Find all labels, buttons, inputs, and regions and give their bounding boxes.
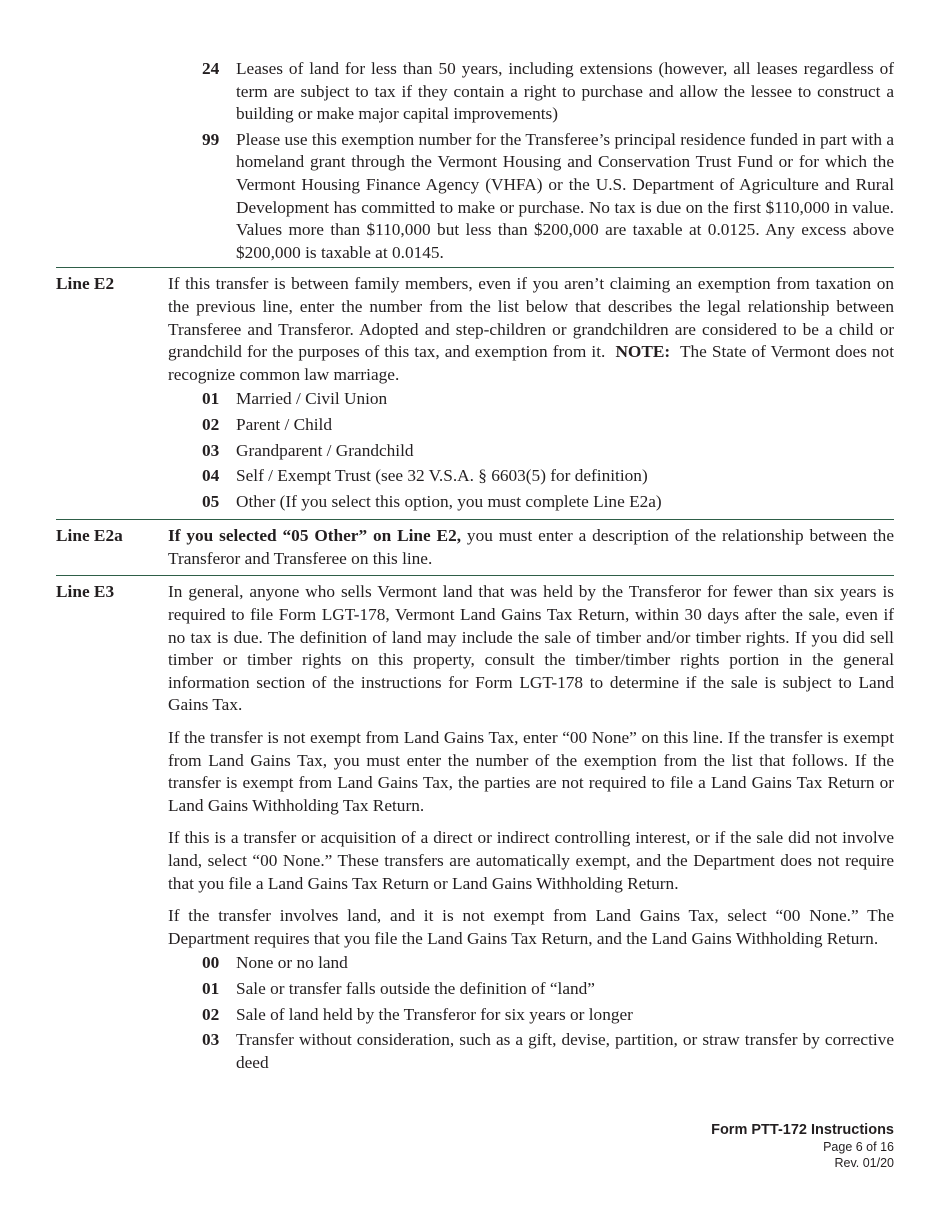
paragraph — [168, 273, 894, 386]
item-number: 02 — [202, 414, 220, 434]
list-item — [202, 491, 894, 514]
form-title: Form PTT-172 Instructions — [711, 1122, 894, 1138]
item-number: 05 — [202, 491, 220, 511]
list-item — [202, 440, 894, 463]
list-item — [202, 414, 894, 437]
item-text: Transfer without consideration, such as a gift, devise, partition, or straw transfer by corrective deed — [236, 1030, 894, 1072]
item-text: Sale or transfer falls outside the definition of “land” — [236, 978, 595, 998]
revision: Rev. 01/20 — [834, 1156, 894, 1170]
item-text: Married / Civil Union — [236, 389, 388, 409]
line-label: Line E2a — [56, 526, 123, 546]
item-number: 24 — [202, 59, 220, 78]
page-footer — [711, 1121, 894, 1171]
list-item — [202, 465, 894, 488]
line-label: Line E3 — [56, 582, 115, 602]
item-number: 02 — [202, 1004, 220, 1024]
section-body — [168, 581, 894, 1077]
list-item — [202, 58, 894, 126]
list-item — [202, 129, 894, 265]
section-line-e3 — [56, 575, 894, 1077]
section-line-e2 — [56, 267, 894, 516]
item-text: None or no land — [236, 953, 348, 973]
line-label: Line E2 — [56, 274, 115, 294]
item-number: 01 — [202, 389, 220, 409]
item-text: Leases of land for less than 50 years, including extensions (however, all leases regardless of term are subject to tax if they contain a right to purchase and allow the lessee to construct a building or make major capital improvements) — [236, 59, 894, 124]
list-item — [202, 952, 894, 975]
paragraph: In general, anyone who sells Vermont land that was held by the Transferor for fewer than six years is required to file Form LGT-178, Vermont Land Gains Tax Return, within 30 days after the sale, even if no tax is due. The definition of land may include the sale of timber and/or timber rights. If you did sell timber or timber rights on this property, consult the timber/timber rights portion in the general information section of the instructions for Form LGT-178 to determine if the sale is subject to Land Gains Tax. — [168, 582, 894, 715]
paragraph-text: The State of Vermont does not recognize common law marriage. — [168, 342, 894, 384]
paragraph — [168, 525, 894, 570]
relationship-list — [202, 388, 894, 513]
item-number: 03 — [202, 440, 220, 460]
document-page — [56, 58, 894, 1077]
exemption-list-continued — [202, 58, 894, 264]
land-gains-exemption-list — [202, 952, 894, 1074]
paragraph: If the transfer is not exempt from Land Gains Tax, enter “00 None” on this line. If the transfer is exempt from Land Gains Tax, you must enter the number of the exemption from the list that follows. If the transfer is exempt from Land Gains Tax, the parties are not required to file a Land Gains Tax Return or Land Gains Withholding Tax Return. — [168, 728, 894, 815]
list-item — [202, 388, 894, 411]
emphasis-text: If you selected “05 Other” on Line E2, — [168, 526, 462, 546]
section-body — [168, 525, 894, 572]
paragraph: If the transfer involves land, and it is not exempt from Land Gains Tax, select “00 None.” The Department requires that you file the Land Gains Tax Return, and the Land Gains Withholding Return. — [168, 906, 894, 948]
section-body — [168, 273, 894, 516]
paragraph: If this is a transfer or acquisition of a direct or indirect controlling interest, or if the sale did not involve land, select “00 None.” These transfers are automatically exempt, and the Department does not require that you file a Land Gains Tax Return or Land Gains Withholding Return. — [168, 828, 894, 893]
page-number: Page 6 of 16 — [823, 1140, 894, 1154]
item-number: 04 — [202, 466, 220, 486]
item-text: Other (If you select this option, you must complete Line E2a) — [236, 491, 662, 511]
item-text: Parent / Child — [236, 414, 333, 434]
list-item — [202, 978, 894, 1001]
paragraph-text: you must enter a description of the relationship between the Transferor and Transferee on this line. — [168, 526, 894, 568]
item-text: Sale of land held by the Transferor for six years or longer — [236, 1004, 633, 1024]
paragraph-text: If this transfer is between family members, even if you aren’t claiming an exemption from taxation on the previous line, enter the number from the list below that describes the legal relationship between Transferee and Transferor. Adopted and step-children or grandchildren are considered to be a child or grandchild for the purposes of this tax, and exemption from it. — [168, 274, 894, 362]
list-item — [202, 1029, 894, 1074]
item-number: 00 — [202, 953, 220, 973]
section-line-e2a — [56, 519, 894, 572]
item-text: Self / Exempt Trust (see 32 V.S.A. § 6603(5) for definition) — [236, 466, 648, 486]
note-label: NOTE: — [615, 342, 671, 362]
item-text: Grandparent / Grandchild — [236, 440, 414, 460]
item-number: 03 — [202, 1030, 220, 1050]
item-text: Please use this exemption number for the Transferee’s principal residence funded in part with a homeland grant through the Vermont Housing and Conservation Trust Fund or for which the Vermont Housing Finance Agency (VHFA) or the U.S. Department of Agriculture and Rural Development has committed to make or purchase. No tax is due on the first $110,000 in value. Values more than $110,000 but less than $200,000 are taxable at 0.0125. Any excess above $200,000 is taxable at 0.0145. — [236, 129, 894, 262]
item-number: 99 — [202, 129, 220, 149]
item-number: 01 — [202, 978, 220, 998]
list-item — [202, 1004, 894, 1027]
